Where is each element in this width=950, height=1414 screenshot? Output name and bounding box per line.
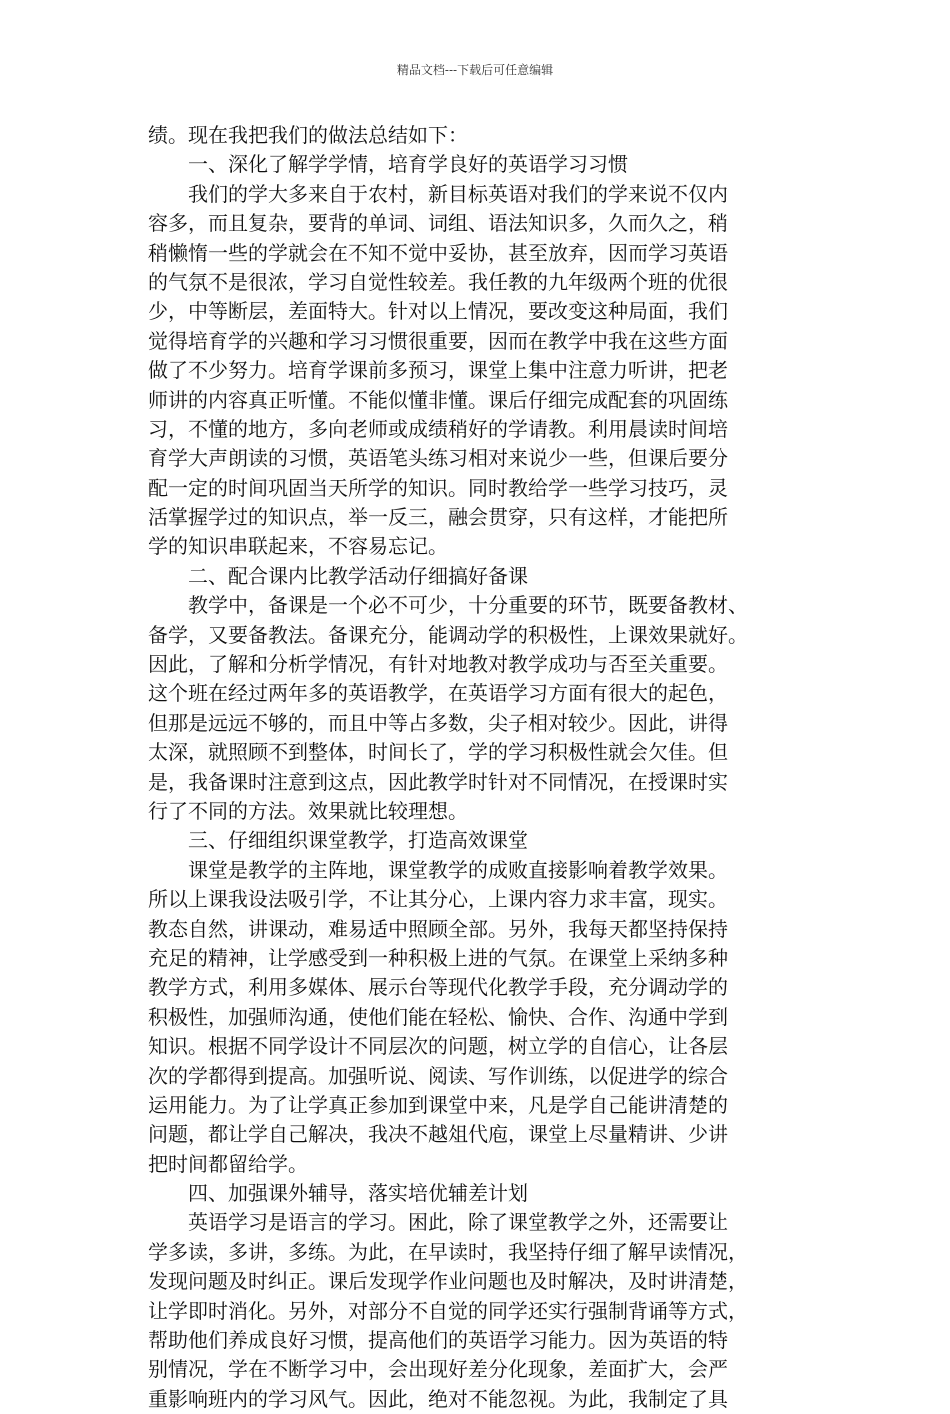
text-line: 重影响班内的学习风气。因此，绝对不能忽视。为此，我制定了具 bbox=[148, 1386, 728, 1411]
text-line: 但那是远远不够的，而且中等占多数，尖子相对较少。因此，讲得 bbox=[148, 710, 728, 735]
text-line: 做了不少努力。培育学课前多预习，课堂上集中注意力听讲，把老 bbox=[148, 358, 728, 383]
text-line: 教学中，备课是一个必不可少，十分重要的环节，既要备教材、 bbox=[148, 593, 748, 618]
text-line: 觉得培育学的兴趣和学习习惯很重要，因而在教学中我在这些方面 bbox=[148, 328, 728, 353]
text-line: 太深，就照顾不到整体，时间长了，学的学习积极性就会欠佳。但 bbox=[148, 740, 728, 765]
text-line: 知识。根据不同学设计不同层次的问题，树立学的自信心，让各层 bbox=[148, 1034, 728, 1059]
text-line: 行了不同的方法。效果就比较理想。 bbox=[148, 798, 468, 823]
text-line: 所以上课我设法吸引学，不让其分心，上课内容力求丰富，现实。 bbox=[148, 887, 728, 912]
text-line: 英语学习是语言的学习。困此，除了课堂教学之外，还需要让 bbox=[148, 1210, 728, 1235]
text-line: 我们的学大多来自于农村，新目标英语对我们的学来说不仅内 bbox=[148, 181, 728, 206]
document-body bbox=[148, 121, 818, 1414]
text-line: 备学，又要备教法。备课充分，能调动学的积极性，上课效果就好。 bbox=[148, 622, 748, 647]
text-line: 活掌握学过的知识点，举一反三，融会贯穿，只有这样，才能把所 bbox=[148, 505, 728, 530]
text-line: 是，我备课时注意到这点，因此教学时针对不同情况，在授课时实 bbox=[148, 769, 728, 794]
text-line: 习，不懂的地方，多向老师或成绩稍好的学请教。利用晨读时间培 bbox=[148, 416, 728, 441]
text-line: 课堂是教学的主阵地，课堂教学的成败直接影响着教学效果。 bbox=[148, 857, 728, 882]
text-line: 教学方式，利用多媒体、展示台等现代化教学手段，充分调动学的 bbox=[148, 975, 728, 1000]
text-line: 问题，都让学自己解决，我决不越俎代庖，课堂上尽量精讲、少讲 bbox=[148, 1122, 728, 1147]
section-heading-1: 一、深化了解学学情，培育学良好的英语学习习惯 bbox=[148, 152, 628, 177]
text-line: 少，中等断层，差面特大。针对以上情况，要改变这种局面，我们 bbox=[148, 299, 728, 324]
page-header: 精品文档---下载后可任意编辑 bbox=[396, 63, 554, 77]
text-line: 绩。现在我把我们的做法总结如下： bbox=[148, 123, 468, 147]
text-line: 让学即时消化。另外，对部分不自觉的同学还实行强制背诵等方式， bbox=[148, 1298, 748, 1323]
text-line: 师讲的内容真正听懂。不能似懂非懂。课后仔细完成配套的巩固练 bbox=[148, 387, 728, 412]
text-line: 这个班在经过两年多的英语教学，在英语学习方面有很大的起色， bbox=[148, 681, 728, 706]
text-line: 运用能力。为了让学真正参加到课堂中来，凡是学自己能讲清楚的 bbox=[148, 1092, 728, 1117]
text-line: 帮助他们养成良好习惯，提高他们的英语学习能力。因为英语的特 bbox=[148, 1328, 728, 1353]
text-line: 充足的精神，让学感受到一种积极上进的气氛。在课堂上采纳多种 bbox=[148, 945, 728, 970]
text-line: 容多，而且复杂，要背的单词、词组、语法知识多，久而久之，稍 bbox=[148, 211, 728, 236]
text-line: 发现问题及时纠正。课后发现学作业问题也及时解决，及时讲清楚， bbox=[148, 1269, 748, 1294]
text-line: 积极性，加强师沟通，使他们能在轻松、愉快、合作、沟通中学到 bbox=[148, 1004, 728, 1029]
text-line: 学多读，多讲，多练。为此，在早读时，我坚持仔细了解早读情况， bbox=[148, 1239, 748, 1264]
text-line: 稍懒惰一些的学就会在不知不觉中妥协，甚至放弃，因而学习英语 bbox=[148, 240, 728, 265]
section-heading-4: 四、加强课外辅导，落实培优辅差计划 bbox=[148, 1181, 528, 1206]
text-line: 学的知识串联起来，不容易忘记。 bbox=[148, 534, 448, 559]
text-line: 别情况，学在不断学习中，会出现好差分化现象，差面扩大，会严 bbox=[148, 1357, 728, 1382]
text-line: 把时间都留给学。 bbox=[148, 1151, 308, 1176]
text-line: 因此，了解和分析学情况，有针对地教对教学成功与否至关重要。 bbox=[148, 652, 728, 677]
section-heading-2: 二、配合课内比教学活动仔细搞好备课 bbox=[148, 563, 528, 588]
text-line: 的气氛不是很浓，学习自觉性较差。我任教的九年级两个班的优很 bbox=[148, 269, 728, 294]
text-line: 育学大声朗读的习惯，英语笔头练习相对来说少一些，但课后要分 bbox=[148, 446, 728, 471]
text-line: 配一定的时间巩固当天所学的知识。同时教给学一些学习技巧，灵 bbox=[148, 475, 728, 500]
section-heading-3: 三、仔细组织课堂教学，打造高效课堂 bbox=[148, 828, 528, 853]
text-line: 教态自然，讲课动，难易适中照顾全部。另外，我每天都坚持保持 bbox=[148, 916, 728, 941]
text-line: 次的学都得到提高。加强听说、阅读、写作训练，以促进学的综合 bbox=[148, 1063, 728, 1088]
